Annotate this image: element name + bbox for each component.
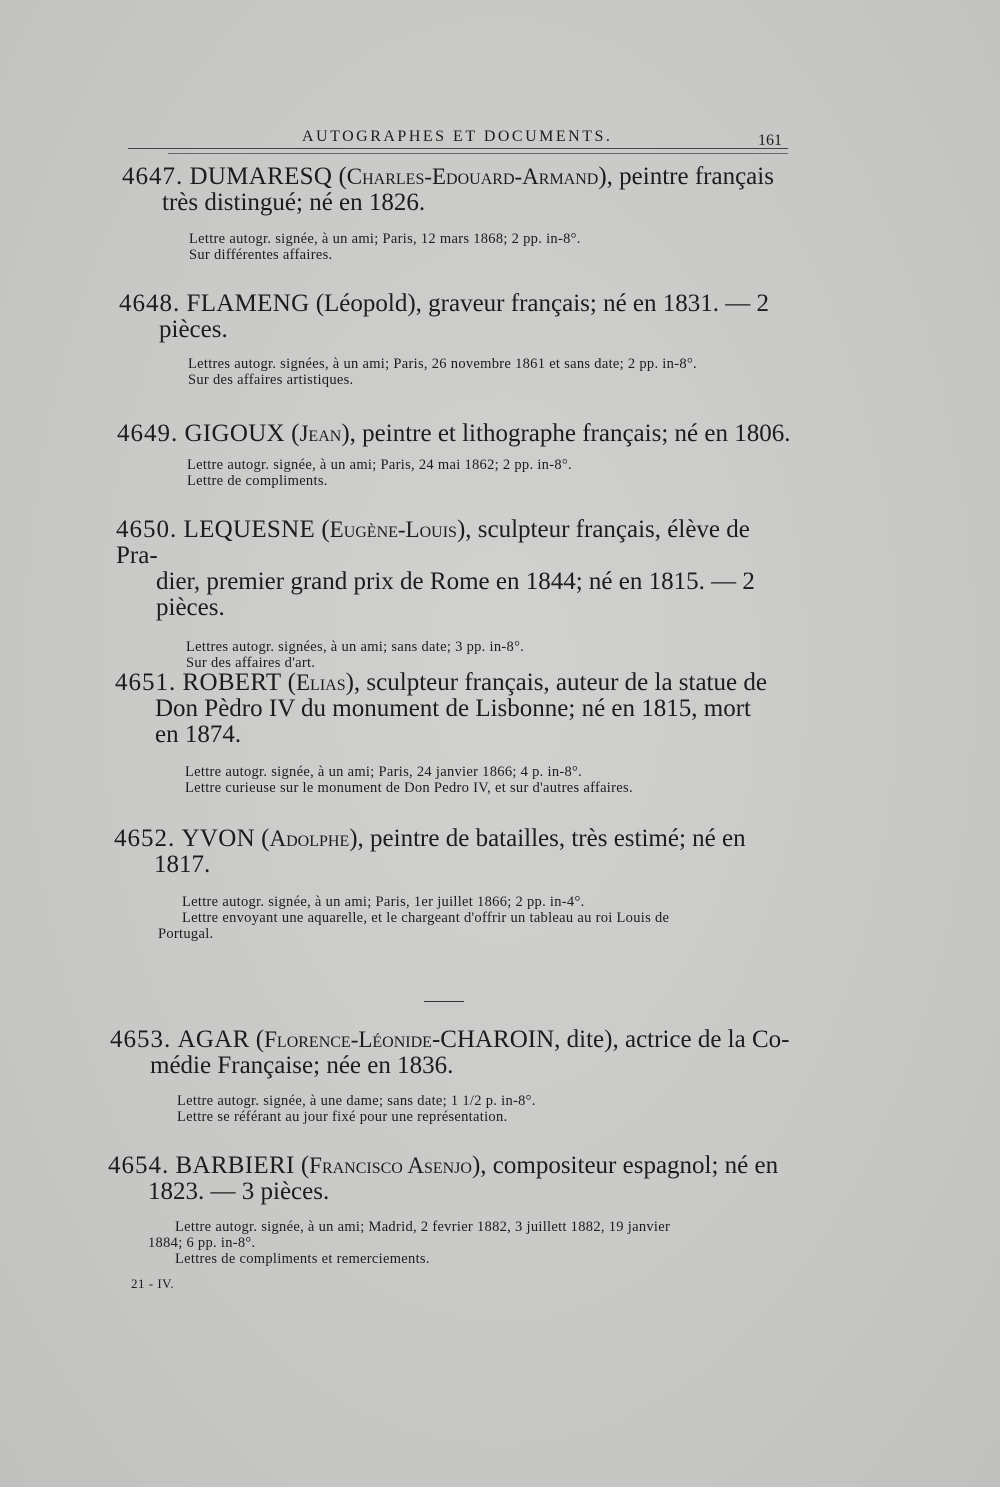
entry-heading: 4649. GIGOUX (Jean), peintre et lithographe français; né en 1806. (117, 420, 791, 447)
entry-heading: 4650. LEQUESNE (Eugène-Louis), sculpteur français, élève de Pra- dier, premier grand prix de Rome en 1844; né en 1815. — 2 pièces. (116, 516, 755, 621)
description-line: Lettres de compliments et remerciements. (175, 1251, 430, 1267)
entry-given-name: Eugène-Louis (329, 517, 457, 542)
catalogue-entry (119, 291, 791, 388)
entry-number: 4648. (119, 290, 181, 317)
entry-heading-rest: ), peintre français (598, 163, 774, 190)
description-line: Sur différentes affaires. (189, 247, 333, 263)
entry-heading-rest: ), peintre de batailles, très estimé; né en (349, 825, 746, 852)
entry-heading-rest: ), peintre et lithographe français; né en 1806. (341, 420, 791, 447)
header-rule (128, 148, 788, 149)
entry-heading-rest: ), actrice de la Co- (604, 1026, 790, 1053)
entry-given-name: Florence-Léonide (264, 1027, 432, 1052)
entry-heading-continued: pièces. (159, 316, 228, 343)
entry-description (108, 1219, 788, 1267)
description-line: 1884; 6 pp. in-8°. (148, 1235, 256, 1251)
entry-number: 4654. (108, 1152, 170, 1179)
description-line: Lettres autogr. signées, à un ami; sans date; 3 pp. in-8°. (186, 639, 525, 655)
entry-name: ROBERT (182, 669, 282, 696)
entry-name: YVON (181, 825, 255, 852)
entry-number: 4652. (114, 825, 176, 852)
running-title: AUTOGRAPHES ET DOCUMENTS. (296, 128, 618, 146)
entry-given-name: Francisco Asenjo (309, 1153, 472, 1178)
running-head (128, 128, 788, 158)
entry-heading-continued: en 1874. (155, 721, 242, 748)
entry-heading: 4651. ROBERT (Elias), sculpteur français, auteur de la statue de Don Pèdro IV du monument de Lisbonne; né en 1815, mort en 1874. (115, 669, 767, 748)
entry-heading: 4647. DUMARESQ (Charles-Edouard-Armand), peintre français très distingué; né en 1826. (122, 163, 774, 216)
entry-heading-rest: ), sculpteur français, élève de Pra- (116, 516, 750, 569)
description-line: Lettre autogr. signée, à un ami; Paris, 24 mai 1862; 2 pp. in-8°. (187, 457, 572, 473)
entry-number: 4647. (122, 163, 184, 190)
description-line: Lettre se référant au jour fixé pour une représentation. (177, 1109, 508, 1125)
entry-given-name-tail: -CHAROIN, dite (431, 1026, 605, 1053)
entry-heading: 4648. FLAMENG (Léopold), graveur français; né en 1831. — 2 pièces. (119, 290, 770, 343)
catalogue-entry (114, 826, 786, 942)
description-line: Sur des affaires d'art. (186, 655, 316, 671)
catalogue-entry (116, 517, 792, 671)
entry-heading-continued: médie Française; née en 1836. (150, 1052, 454, 1079)
entry-heading-continued: dier, premier grand prix de Rome en 1844; né en 1815. — 2 (156, 568, 755, 595)
description-line: Lettre autogr. signée, à un ami; Paris, 12 mars 1868; 2 pp. in-8°. (189, 231, 581, 247)
catalogue-entry (122, 164, 790, 263)
description-line: Portugal. (158, 926, 214, 942)
entry-given-name: Léopold (324, 290, 408, 317)
entry-heading-continued: pièces. (156, 594, 225, 621)
description-line: Lettre autogr. signée, à un ami; Madrid, 2 fevrier 1882, 3 juillett 1882, 19 janvier (175, 1219, 671, 1235)
entry-name: FLAMENG (186, 290, 310, 317)
description-line: Lettre autogr. signée, à un ami; Paris, 1er juillet 1866; 2 pp. in-4°. (182, 894, 585, 910)
catalogue-entry (117, 421, 797, 489)
description-line: Lettre de compliments. (187, 473, 328, 489)
entry-heading: 4653. AGAR (Florence-Léonide-CHAROIN, dite), actrice de la Co- médie Française; née en 1836. (110, 1026, 790, 1079)
signature-mark: 21 - IV. (131, 1276, 175, 1291)
entry-given-name: Adolphe (269, 826, 350, 851)
entry-number: 4651. (115, 669, 177, 696)
entry-heading-rest: ), compositeur espagnol; né en (471, 1152, 779, 1179)
entry-given-name: Elias (296, 670, 346, 695)
entry-description (116, 639, 792, 671)
description-line: Lettre autogr. signée, à un ami; Paris, 24 janvier 1866; 4 p. in-8°. (185, 764, 583, 780)
description-line: Lettre autogr. signée, à une dame; sans date; 1 1/2 p. in-8°. (177, 1093, 536, 1109)
entry-description (119, 356, 791, 388)
description-line: Lettres autogr. signées, à un ami; Paris, 26 novembre 1861 et sans date; 2 pp. in-8°. (188, 356, 697, 372)
entry-given-name: Jean (299, 421, 342, 446)
section-divider (424, 1001, 464, 1002)
entry-heading-rest: ), sculpteur français, auteur de la statue de (345, 669, 767, 696)
catalogue-entry (108, 1153, 788, 1267)
entry-heading-continued: Don Pèdro IV du monument de Lisbonne; né en 1815, mort (155, 695, 751, 722)
page-number: 161 (758, 132, 782, 149)
entry-heading-rest: ), graveur français; né en 1831. — 2 (407, 290, 770, 317)
entry-heading-continued: 1823. — 3 pièces. (148, 1178, 330, 1205)
entry-name: GIGOUX (184, 420, 285, 447)
description-line: Lettre curieuse sur le monument de Don Pedro IV, et sur d'autres affaires. (185, 780, 633, 796)
entry-description (110, 1093, 790, 1125)
entry-description (117, 457, 797, 489)
entry-name: LEQUESNE (183, 516, 316, 543)
entry-name: AGAR (177, 1026, 250, 1053)
entry-number: 4653. (110, 1026, 172, 1053)
entry-number: 4649. (117, 420, 179, 447)
entry-given-name: Charles-Edouard-Armand (346, 164, 599, 189)
entry-description (122, 231, 790, 263)
entry-heading: 4654. BARBIERI (Francisco Asenjo), compositeur espagnol; né en 1823. — 3 pièces. (108, 1152, 779, 1205)
entry-heading-continued: 1817. (154, 851, 211, 878)
catalogue-entry (115, 670, 795, 796)
entry-description (115, 764, 795, 796)
entry-name: BARBIERI (175, 1152, 295, 1179)
entry-number: 4650. (116, 516, 178, 543)
entry-heading: 4652. YVON (Adolphe), peintre de batailles, très estimé; né en 1817. (114, 825, 746, 878)
entry-description (114, 894, 786, 942)
description-line: Lettre envoyant une aquarelle, et le chargeant d'offrir un tableau au roi Louis de (182, 910, 670, 926)
header-rule-secondary (168, 153, 788, 154)
entry-heading-continued: très distingué; né en 1826. (162, 189, 426, 216)
description-line: Sur des affaires artistiques. (188, 372, 354, 388)
catalogue-entry (110, 1027, 790, 1125)
entry-name: DUMARESQ (189, 163, 333, 190)
